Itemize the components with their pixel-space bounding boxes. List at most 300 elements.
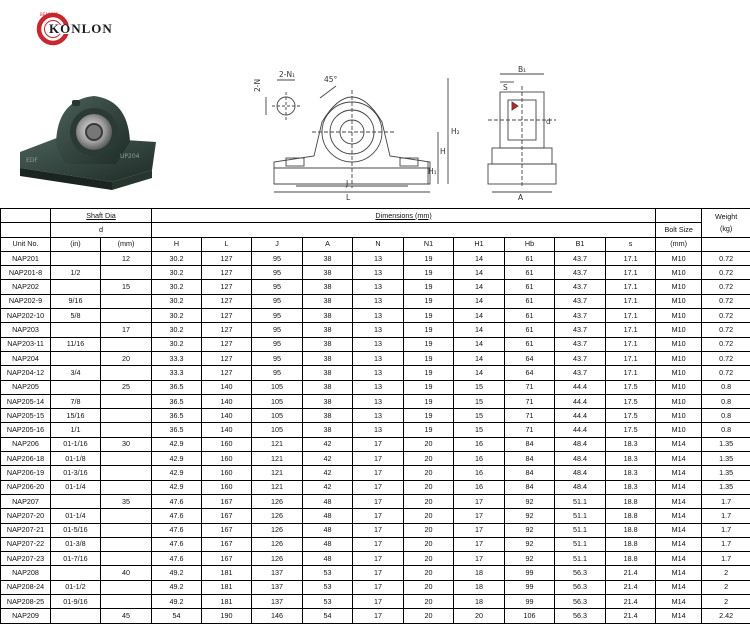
table-cell: 2 bbox=[702, 595, 750, 609]
table-cell: 13 bbox=[353, 366, 404, 380]
table-cell bbox=[101, 337, 152, 351]
table-row bbox=[1, 466, 750, 480]
table-cell bbox=[101, 509, 152, 523]
table-cell: 61 bbox=[505, 323, 555, 337]
table-cell: 20 bbox=[404, 580, 454, 594]
table-cell: 33.3 bbox=[152, 366, 202, 380]
table-cell: 36.5 bbox=[152, 394, 202, 408]
table-cell: 42.9 bbox=[152, 437, 202, 451]
table-cell: M10 bbox=[656, 294, 702, 308]
header-unit-blank-2 bbox=[1, 223, 51, 237]
table-cell: 51.1 bbox=[555, 552, 606, 566]
dimension-table bbox=[0, 208, 750, 624]
table-cell: 14 bbox=[454, 266, 505, 280]
table-cell: 95 bbox=[252, 251, 303, 265]
table-cell: 01-3/8 bbox=[51, 537, 101, 551]
table-cell: NAP206-18 bbox=[1, 452, 51, 466]
table-cell: 18.8 bbox=[606, 509, 656, 523]
header-dimensions: Dimensions (mm) bbox=[152, 209, 656, 223]
table-row bbox=[1, 266, 750, 280]
table-cell: 30.2 bbox=[152, 280, 202, 294]
table-cell: 17.1 bbox=[606, 251, 656, 265]
table-cell: 19 bbox=[404, 380, 454, 394]
table-cell: 127 bbox=[202, 280, 252, 294]
table-cell: 33.3 bbox=[152, 351, 202, 365]
table-cell: M14 bbox=[656, 437, 702, 451]
table-cell: M14 bbox=[656, 595, 702, 609]
table-cell: 9/16 bbox=[51, 294, 101, 308]
table-row bbox=[1, 509, 750, 523]
table-cell: 38 bbox=[303, 323, 353, 337]
table-cell: 14 bbox=[454, 294, 505, 308]
table-cell: 64 bbox=[505, 351, 555, 365]
table-cell: 15 bbox=[101, 280, 152, 294]
table-cell: 160 bbox=[202, 466, 252, 480]
table-cell: 13 bbox=[353, 394, 404, 408]
table-cell: 13 bbox=[353, 251, 404, 265]
table-cell: 17 bbox=[353, 595, 404, 609]
table-cell: 19 bbox=[404, 351, 454, 365]
table-body bbox=[1, 251, 750, 623]
table-cell: 51.1 bbox=[555, 537, 606, 551]
table-cell: 17 bbox=[454, 537, 505, 551]
table-cell: 140 bbox=[202, 380, 252, 394]
table-cell: 92 bbox=[505, 537, 555, 551]
table-cell: 19 bbox=[404, 423, 454, 437]
table-cell: 105 bbox=[252, 423, 303, 437]
table-cell: 43.7 bbox=[555, 337, 606, 351]
table-cell: 137 bbox=[252, 566, 303, 580]
table-cell: 17 bbox=[353, 509, 404, 523]
table-cell: 38 bbox=[303, 266, 353, 280]
table-cell: M10 bbox=[656, 366, 702, 380]
table-cell bbox=[101, 595, 152, 609]
svg-text:H₂: H₂ bbox=[451, 127, 460, 136]
table-cell: NAP208-24 bbox=[1, 580, 51, 594]
table-cell bbox=[51, 251, 101, 265]
header-shaft-dia: Shaft Dia bbox=[51, 209, 152, 223]
table-cell: 167 bbox=[202, 523, 252, 537]
table-cell: 137 bbox=[252, 580, 303, 594]
table-cell: 2 bbox=[702, 566, 750, 580]
table-cell bbox=[51, 351, 101, 365]
table-cell: 17 bbox=[353, 523, 404, 537]
table-cell: M10 bbox=[656, 266, 702, 280]
svg-text:J: J bbox=[345, 179, 348, 188]
table-cell: 17 bbox=[101, 323, 152, 337]
table-cell: 17 bbox=[353, 466, 404, 480]
table-cell: 121 bbox=[252, 480, 303, 494]
header-unit-blank bbox=[1, 209, 51, 223]
table-cell: 17.1 bbox=[606, 351, 656, 365]
table-cell: 38 bbox=[303, 351, 353, 365]
table-cell: 92 bbox=[505, 509, 555, 523]
table-cell: 19 bbox=[404, 251, 454, 265]
table-cell: 1/2 bbox=[51, 266, 101, 280]
table-cell: 0.72 bbox=[702, 323, 750, 337]
table-cell: 44.4 bbox=[555, 423, 606, 437]
table-cell: M14 bbox=[656, 580, 702, 594]
table-row bbox=[1, 323, 750, 337]
table-cell: 38 bbox=[303, 251, 353, 265]
table-cell: 160 bbox=[202, 452, 252, 466]
table-cell: 126 bbox=[252, 509, 303, 523]
table-cell: 48 bbox=[303, 509, 353, 523]
table-cell: 20 bbox=[404, 480, 454, 494]
table-cell: 51.1 bbox=[555, 509, 606, 523]
table-cell: 21.4 bbox=[606, 566, 656, 580]
table-cell: 13 bbox=[353, 423, 404, 437]
table-cell: 18.8 bbox=[606, 523, 656, 537]
table-row bbox=[1, 437, 750, 451]
table-cell bbox=[51, 566, 101, 580]
table-cell: 61 bbox=[505, 251, 555, 265]
table-cell: 19 bbox=[404, 394, 454, 408]
table-cell: NAP208 bbox=[1, 566, 51, 580]
table-cell: 01-5/16 bbox=[51, 523, 101, 537]
table-cell: 21.4 bbox=[606, 580, 656, 594]
table-cell: NAP205-15 bbox=[1, 409, 51, 423]
table-cell: 43.7 bbox=[555, 366, 606, 380]
table-cell: 56.3 bbox=[555, 580, 606, 594]
table-cell: 48.4 bbox=[555, 480, 606, 494]
table-cell: 95 bbox=[252, 309, 303, 323]
table-cell: 13 bbox=[353, 351, 404, 365]
table-cell: 140 bbox=[202, 423, 252, 437]
table-cell: 19 bbox=[404, 337, 454, 351]
table-cell: 84 bbox=[505, 480, 555, 494]
table-cell: 126 bbox=[252, 537, 303, 551]
table-cell: 17 bbox=[353, 480, 404, 494]
table-cell: 167 bbox=[202, 509, 252, 523]
table-cell: 127 bbox=[202, 294, 252, 308]
table-cell: NAP205-14 bbox=[1, 394, 51, 408]
table-cell: 42.9 bbox=[152, 466, 202, 480]
table-row bbox=[1, 452, 750, 466]
table-cell: 30.2 bbox=[152, 251, 202, 265]
svg-text:2-N: 2-N bbox=[253, 79, 262, 92]
table-cell: 14 bbox=[454, 323, 505, 337]
table-cell: 181 bbox=[202, 580, 252, 594]
table-cell: 17 bbox=[454, 494, 505, 508]
table-cell: 17.5 bbox=[606, 380, 656, 394]
table-cell: 15 bbox=[454, 409, 505, 423]
table-cell: 121 bbox=[252, 452, 303, 466]
table-cell: 92 bbox=[505, 552, 555, 566]
table-cell: 14 bbox=[454, 337, 505, 351]
table-cell: 01-1/2 bbox=[51, 580, 101, 594]
table-cell: 19 bbox=[404, 309, 454, 323]
table-cell: 16 bbox=[454, 480, 505, 494]
header-a: A bbox=[303, 237, 353, 251]
table-cell: 43.7 bbox=[555, 323, 606, 337]
table-cell: 38 bbox=[303, 294, 353, 308]
table-cell: M10 bbox=[656, 251, 702, 265]
svg-text:H: H bbox=[440, 147, 446, 156]
table-cell bbox=[51, 323, 101, 337]
table-cell: 84 bbox=[505, 466, 555, 480]
table-cell: M10 bbox=[656, 423, 702, 437]
table-cell: 43.7 bbox=[555, 251, 606, 265]
table-cell: 17 bbox=[454, 552, 505, 566]
table-cell: 99 bbox=[505, 595, 555, 609]
table-cell: 190 bbox=[202, 609, 252, 623]
table-cell: 17 bbox=[353, 452, 404, 466]
table-cell: 30.2 bbox=[152, 294, 202, 308]
table-cell: M10 bbox=[656, 337, 702, 351]
table-cell: 14 bbox=[454, 251, 505, 265]
table-cell: 20 bbox=[404, 609, 454, 623]
table-cell: 13 bbox=[353, 309, 404, 323]
table-cell: M14 bbox=[656, 480, 702, 494]
table-cell: 14 bbox=[454, 309, 505, 323]
table-cell: 30.2 bbox=[152, 323, 202, 337]
table-cell: 13 bbox=[353, 280, 404, 294]
table-cell: M10 bbox=[656, 394, 702, 408]
table-cell: 38 bbox=[303, 380, 353, 394]
table-cell: 40 bbox=[101, 566, 152, 580]
table-cell: 30.2 bbox=[152, 266, 202, 280]
table-cell: 48.4 bbox=[555, 437, 606, 451]
table-cell bbox=[101, 294, 152, 308]
table-cell: 20 bbox=[404, 566, 454, 580]
table-cell: 44.4 bbox=[555, 409, 606, 423]
table-cell: 42 bbox=[303, 466, 353, 480]
table-cell: 48.4 bbox=[555, 466, 606, 480]
table-cell: 17.5 bbox=[606, 423, 656, 437]
table-cell: M10 bbox=[656, 409, 702, 423]
table-cell: NAP206-19 bbox=[1, 466, 51, 480]
table-cell: 53 bbox=[303, 566, 353, 580]
table-cell: 126 bbox=[252, 552, 303, 566]
table-cell: 18.3 bbox=[606, 466, 656, 480]
table-cell: M14 bbox=[656, 494, 702, 508]
header-area bbox=[0, 0, 750, 208]
table-cell: 61 bbox=[505, 294, 555, 308]
table-cell: 48.4 bbox=[555, 452, 606, 466]
table-cell: 18.3 bbox=[606, 480, 656, 494]
table-cell: 17 bbox=[353, 609, 404, 623]
table-cell: 99 bbox=[505, 566, 555, 580]
table-cell: 1.35 bbox=[702, 452, 750, 466]
table-row bbox=[1, 523, 750, 537]
table-cell: 42.9 bbox=[152, 480, 202, 494]
table-row bbox=[1, 595, 750, 609]
table-cell: M14 bbox=[656, 452, 702, 466]
table-cell: 17.5 bbox=[606, 394, 656, 408]
table-cell bbox=[51, 380, 101, 394]
table-cell: 19 bbox=[404, 409, 454, 423]
table-row bbox=[1, 423, 750, 437]
table-cell: 126 bbox=[252, 494, 303, 508]
table-row bbox=[1, 537, 750, 551]
table-cell: 160 bbox=[202, 437, 252, 451]
table-cell: 71 bbox=[505, 423, 555, 437]
table-cell: 01-1/4 bbox=[51, 509, 101, 523]
table-cell: 44.4 bbox=[555, 380, 606, 394]
brand-name: KONLON bbox=[49, 21, 113, 37]
table-cell bbox=[101, 409, 152, 423]
header-l: L bbox=[202, 237, 252, 251]
table-cell: 1.7 bbox=[702, 552, 750, 566]
table-cell: 49.2 bbox=[152, 580, 202, 594]
table-cell: 35 bbox=[101, 494, 152, 508]
table-cell: 42 bbox=[303, 452, 353, 466]
table-cell: 01-7/16 bbox=[51, 552, 101, 566]
table-cell: 01-3/16 bbox=[51, 466, 101, 480]
table-cell: 0.72 bbox=[702, 309, 750, 323]
table-cell: 17 bbox=[353, 580, 404, 594]
table-cell: 71 bbox=[505, 380, 555, 394]
table-row bbox=[1, 366, 750, 380]
table-cell: 14 bbox=[454, 366, 505, 380]
table-cell: M14 bbox=[656, 537, 702, 551]
table-cell: 13 bbox=[353, 323, 404, 337]
table-cell: NAP203 bbox=[1, 323, 51, 337]
table-cell: 20 bbox=[101, 351, 152, 365]
table-cell: 7/8 bbox=[51, 394, 101, 408]
table-cell: 160 bbox=[202, 480, 252, 494]
table-cell: M14 bbox=[656, 566, 702, 580]
table-cell: 15 bbox=[454, 380, 505, 394]
table-cell: NAP207-23 bbox=[1, 552, 51, 566]
table-cell: 17.1 bbox=[606, 323, 656, 337]
table-cell: 47.6 bbox=[152, 509, 202, 523]
table-row bbox=[1, 309, 750, 323]
table-cell bbox=[101, 523, 152, 537]
table-cell: 30.2 bbox=[152, 309, 202, 323]
table-row bbox=[1, 280, 750, 294]
table-cell: 15 bbox=[454, 423, 505, 437]
table-cell: NAP201-8 bbox=[1, 266, 51, 280]
table-cell: 56.3 bbox=[555, 595, 606, 609]
table-cell: 49.2 bbox=[152, 566, 202, 580]
table-cell: 43.7 bbox=[555, 266, 606, 280]
table-row bbox=[1, 351, 750, 365]
table-cell bbox=[101, 423, 152, 437]
table-cell: 54 bbox=[152, 609, 202, 623]
table-cell: 17.1 bbox=[606, 280, 656, 294]
table-cell: 121 bbox=[252, 437, 303, 451]
table-row bbox=[1, 580, 750, 594]
table-cell: 0.72 bbox=[702, 280, 750, 294]
table-cell: 53 bbox=[303, 595, 353, 609]
table-cell: 20 bbox=[404, 452, 454, 466]
table-cell: 13 bbox=[353, 337, 404, 351]
table-cell: 47.6 bbox=[152, 552, 202, 566]
table-cell: NAP205 bbox=[1, 380, 51, 394]
table-cell: 21.4 bbox=[606, 609, 656, 623]
header-unit-no: Unit No. bbox=[1, 237, 51, 251]
table-cell: 12 bbox=[101, 251, 152, 265]
table-cell: 0.72 bbox=[702, 351, 750, 365]
table-row bbox=[1, 552, 750, 566]
table-cell: 30 bbox=[101, 437, 152, 451]
header-n: N bbox=[353, 237, 404, 251]
table-cell: 48 bbox=[303, 494, 353, 508]
table-cell: 16 bbox=[454, 466, 505, 480]
table-cell: 13 bbox=[353, 294, 404, 308]
table-row bbox=[1, 494, 750, 508]
table-cell: 01-1/4 bbox=[51, 480, 101, 494]
svg-text:UP204: UP204 bbox=[120, 153, 140, 160]
table-cell: 19 bbox=[404, 366, 454, 380]
header-dimensions-blank bbox=[152, 223, 656, 237]
table-cell: NAP202 bbox=[1, 280, 51, 294]
table-cell: M14 bbox=[656, 523, 702, 537]
table-cell: 43.7 bbox=[555, 294, 606, 308]
table-cell: 38 bbox=[303, 394, 353, 408]
table-cell: 17 bbox=[454, 523, 505, 537]
table-cell: 14 bbox=[454, 351, 505, 365]
table-cell: 25 bbox=[101, 380, 152, 394]
table-row bbox=[1, 566, 750, 580]
table-cell bbox=[101, 580, 152, 594]
header-n1: N1 bbox=[404, 237, 454, 251]
table-cell bbox=[101, 537, 152, 551]
table-cell: 17 bbox=[353, 552, 404, 566]
table-cell: 38 bbox=[303, 423, 353, 437]
table-cell: 20 bbox=[404, 509, 454, 523]
table-cell: 106 bbox=[505, 609, 555, 623]
table-cell: 20 bbox=[404, 595, 454, 609]
table-cell: 71 bbox=[505, 394, 555, 408]
table-cell: 95 bbox=[252, 323, 303, 337]
svg-text:BEARING: BEARING bbox=[40, 12, 58, 17]
table-cell: 38 bbox=[303, 280, 353, 294]
table-cell: 1.7 bbox=[702, 509, 750, 523]
dimension-drawing bbox=[252, 62, 742, 202]
table-cell: M10 bbox=[656, 309, 702, 323]
svg-text:L: L bbox=[346, 193, 351, 202]
header-hb: Hb bbox=[505, 237, 555, 251]
table-cell: 38 bbox=[303, 409, 353, 423]
table-cell: NAP207-21 bbox=[1, 523, 51, 537]
table-cell: 1/1 bbox=[51, 423, 101, 437]
table-cell: 17.1 bbox=[606, 366, 656, 380]
table-cell: 01-9/16 bbox=[51, 595, 101, 609]
table-cell: 43.7 bbox=[555, 280, 606, 294]
table-cell: 105 bbox=[252, 380, 303, 394]
table-cell: 95 bbox=[252, 366, 303, 380]
table-cell: 18.3 bbox=[606, 452, 656, 466]
table-cell: 53 bbox=[303, 580, 353, 594]
table-cell: NAP205-16 bbox=[1, 423, 51, 437]
table-cell: 84 bbox=[505, 437, 555, 451]
header-d: d bbox=[51, 223, 152, 237]
table-cell: 13 bbox=[353, 380, 404, 394]
table-cell: NAP203-11 bbox=[1, 337, 51, 351]
table-cell: 127 bbox=[202, 351, 252, 365]
table-cell: M10 bbox=[656, 351, 702, 365]
table-cell: NAP207-22 bbox=[1, 537, 51, 551]
table-cell: 20 bbox=[404, 537, 454, 551]
table-row bbox=[1, 337, 750, 351]
header-h: H bbox=[152, 237, 202, 251]
table-cell: 20 bbox=[404, 552, 454, 566]
table-cell: 21.4 bbox=[606, 595, 656, 609]
table-cell: 19 bbox=[404, 280, 454, 294]
svg-text:S: S bbox=[503, 83, 508, 92]
table-cell: 18.8 bbox=[606, 494, 656, 508]
table-cell: 19 bbox=[404, 266, 454, 280]
pillow-block-photo bbox=[16, 72, 158, 204]
table-cell: 48 bbox=[303, 552, 353, 566]
table-row bbox=[1, 409, 750, 423]
table-cell: 17 bbox=[353, 537, 404, 551]
table-cell: 127 bbox=[202, 366, 252, 380]
table-cell: 49.2 bbox=[152, 595, 202, 609]
